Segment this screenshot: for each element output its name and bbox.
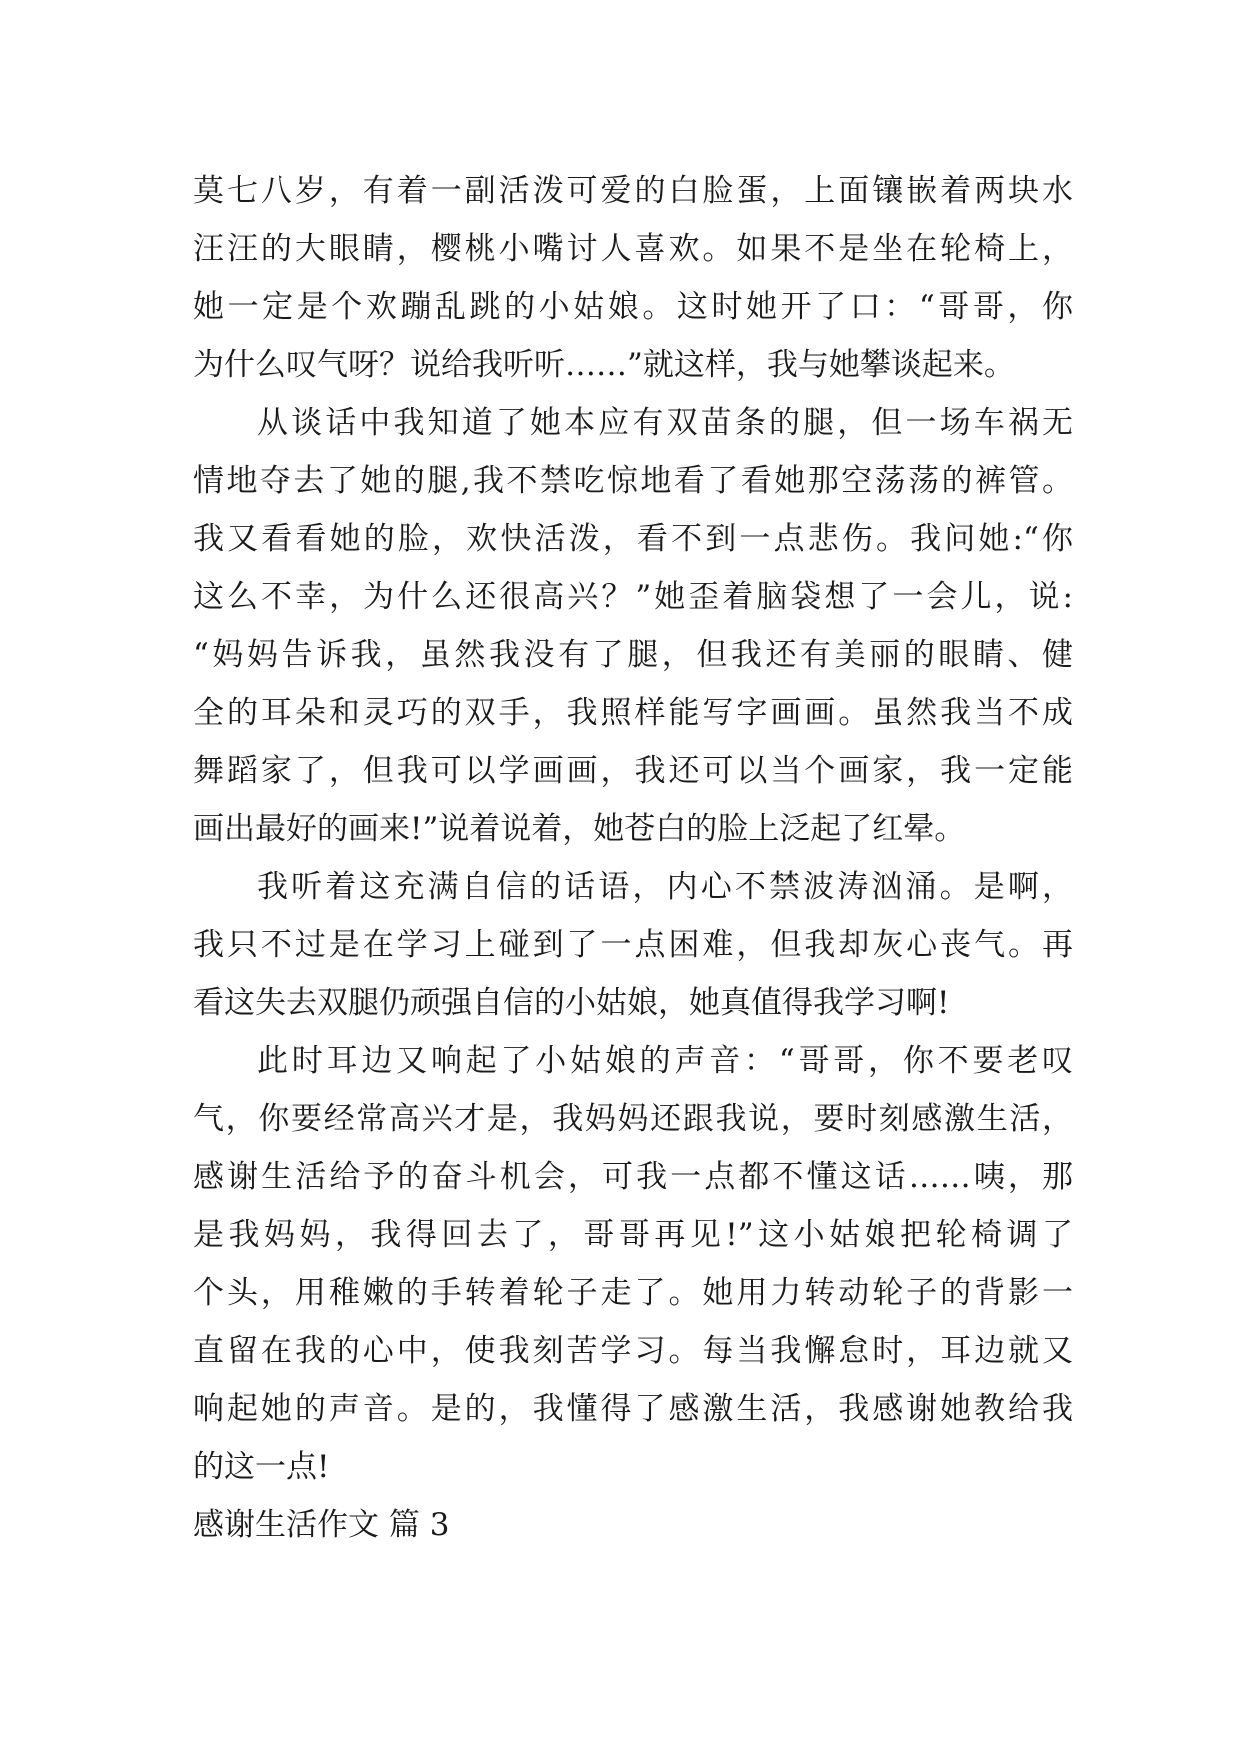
- text-line: 个头，用稚嫩的手转着轮子走了。她用力转动轮子的背影一: [193, 1275, 1073, 1311]
- text-line: 我听着这充满自信的话语，内心不禁波涛汹涌。是啊，: [257, 869, 1073, 905]
- text-line: 感谢生活给予的奋斗机会，可我一点都不懂这话……咦，那: [193, 1159, 1073, 1195]
- paragraph: [193, 858, 1073, 1032]
- text-line: 看这失去双腿仍顽强自信的小姑娘，她真值得我学习啊!: [193, 985, 950, 1021]
- text-line: 是我妈妈，我得回去了，哥哥再见!”这小姑娘把轮椅调了: [193, 1217, 1073, 1253]
- paragraph: [193, 394, 1073, 858]
- document-body: [193, 162, 1073, 1554]
- text-line: 汪汪的大眼睛，樱桃小嘴讨人喜欢。如果不是坐在轮椅上，: [193, 231, 1073, 267]
- text-line: 此时耳边又响起了小姑娘的声音：“哥哥，你不要老叹: [257, 1043, 1073, 1079]
- text-line: 情地夺去了她的腿,我不禁吃惊地看了看她那空荡荡的裤管。: [193, 463, 1073, 499]
- text-line: 画出最好的画来!”说着说着，她苍白的脸上泛起了红晕。: [193, 811, 966, 847]
- text-line: 为什么叹气呀？说给我听听……”就这样，我与她攀谈起来。: [193, 347, 1015, 383]
- section-heading: 感谢生活作文 篇 3: [193, 1507, 450, 1543]
- text-line: 气，你要经常高兴才是，我妈妈还跟我说，要时刻感激生活，: [193, 1101, 1073, 1137]
- paragraph: [193, 1032, 1073, 1496]
- text-line: 从谈话中我知道了她本应有双苗条的腿，但一场车祸无: [257, 405, 1073, 441]
- text-line: 她一定是个欢蹦乱跳的小姑娘。这时她开了口：“哥哥，你: [193, 289, 1073, 325]
- text-line: 响起她的声音。是的，我懂得了感激生活，我感谢她教给我: [193, 1391, 1073, 1427]
- text-line: 我只不过是在学习上碰到了一点困难，但我却灰心丧气。再: [193, 927, 1073, 963]
- text-line: 莫七八岁，有着一副活泼可爱的白脸蛋，上面镶嵌着两块水: [193, 173, 1073, 209]
- paragraph: [193, 162, 1073, 394]
- text-line: 舞蹈家了，但我可以学画画，我还可以当个画家，我一定能: [193, 753, 1073, 789]
- text-line: 我又看看她的脸，欢快活泼，看不到一点悲伤。我问她:“你: [193, 521, 1073, 557]
- text-line: “妈妈告诉我，虽然我没有了腿，但我还有美丽的眼睛、健: [193, 637, 1073, 673]
- text-line: 全的耳朵和灵巧的双手，我照样能写字画画。虽然我当不成: [193, 695, 1073, 731]
- text-line: 的这一点!: [193, 1449, 330, 1485]
- text-line: 这么不幸，为什么还很高兴？”她歪着脑袋想了一会儿，说:: [193, 579, 1073, 615]
- text-line: 直留在我的心中，使我刻苦学习。每当我懈怠时，耳边就又: [193, 1333, 1073, 1369]
